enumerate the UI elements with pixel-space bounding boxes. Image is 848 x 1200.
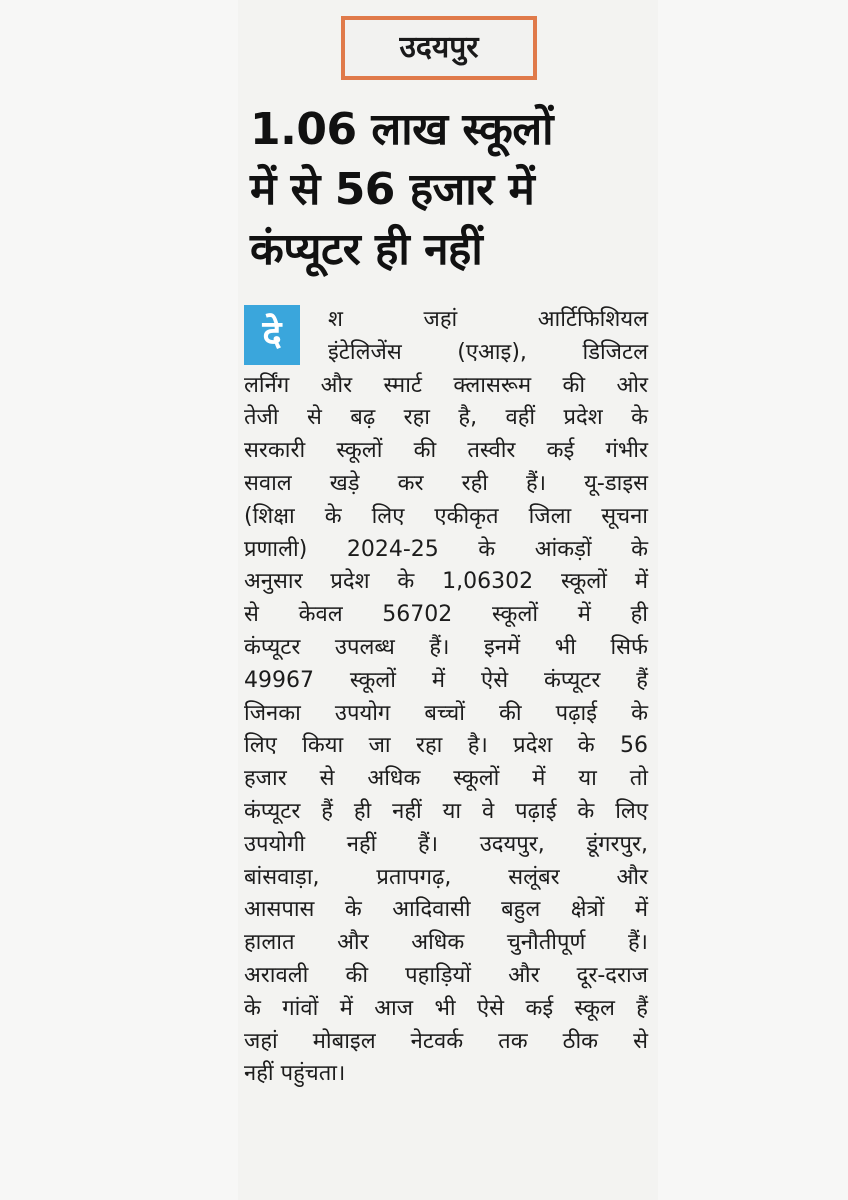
headline-line: कंप्यूटर ही नहीं [250,224,483,275]
body-line: कंप्यूटर उपलब्ध हैं। इनमें भी सिर्फ [244,634,648,660]
body-line: जिनका उपयोग बच्चों की पढ़ाई के [244,700,648,726]
body-line: इंटेलिजेंस (एआइ), डिजिटल [328,339,648,365]
body-line: तेजी से बढ़ रहा है, वहीं प्रदेश के [244,405,648,431]
body-line: श जहां आर्टिफिशियल [328,307,648,332]
body-line: अनुसार प्रदेश के 1,06302 स्कूलों में [244,569,648,595]
news-article [238,0,658,1200]
body-line: बांसवाड़ा, प्रतापगढ़, सलूंबर और [244,864,648,890]
body-line: सरकारी स्कूलों की तस्वीर कई गंभीर [244,438,648,464]
body-line: आसपास के आदिवासी बहुल क्षेत्रों में [244,897,648,923]
body-line: नहीं पहुंचता। [244,1061,346,1087]
page-left-margin [0,0,238,1200]
body-line: सवाल खड़े कर रही हैं। यू-डाइस [244,470,648,496]
page-right-margin [658,0,848,1200]
body-line: उपयोगी नहीं हैं। उदयपुर, डूंगरपुर, [244,831,648,857]
body-line: अरावली की पहाड़ियों और दूर-दराज [244,962,648,988]
headline-line: 1.06 लाख स्कूलों [250,104,554,155]
body-line: कंप्यूटर हैं ही नहीं या वे पढ़ाई के लिए [244,798,648,824]
location-tag [341,16,537,80]
body-line: से केवल 56702 स्कूलों में ही [244,602,648,628]
dropcap-badge [244,305,300,365]
body-line: प्रणाली) 2024-25 के आंकड़ों के [244,536,648,562]
body-line: जहां मोबाइल नेटवर्क तक ठीक से [244,1028,648,1054]
location-label: उदयपुर [399,30,479,65]
body-line: 49967 स्कूलों में ऐसे कंप्यूटर हैं [244,667,648,693]
body-line: हालात और अधिक चुनौतीपूर्ण हैं। [244,930,648,956]
body-line: लिए किया जा रहा है। प्रदेश के 56 [244,733,648,759]
dropcap-letter: दे [262,314,282,355]
article-body [244,304,648,1091]
headline-line: में से 56 हजार में [250,164,535,215]
body-line: लर्निंग और स्मार्ट क्लासरूम की ओर [244,372,648,398]
body-line: हजार से अधिक स्कूलों में या तो [244,766,648,792]
body-line: (शिक्षा के लिए एकीकृत जिला सूचना [244,503,648,529]
article-headline [250,100,650,280]
body-line: के गांवों में आज भी ऐसे कई स्कूल हैं [244,995,648,1021]
